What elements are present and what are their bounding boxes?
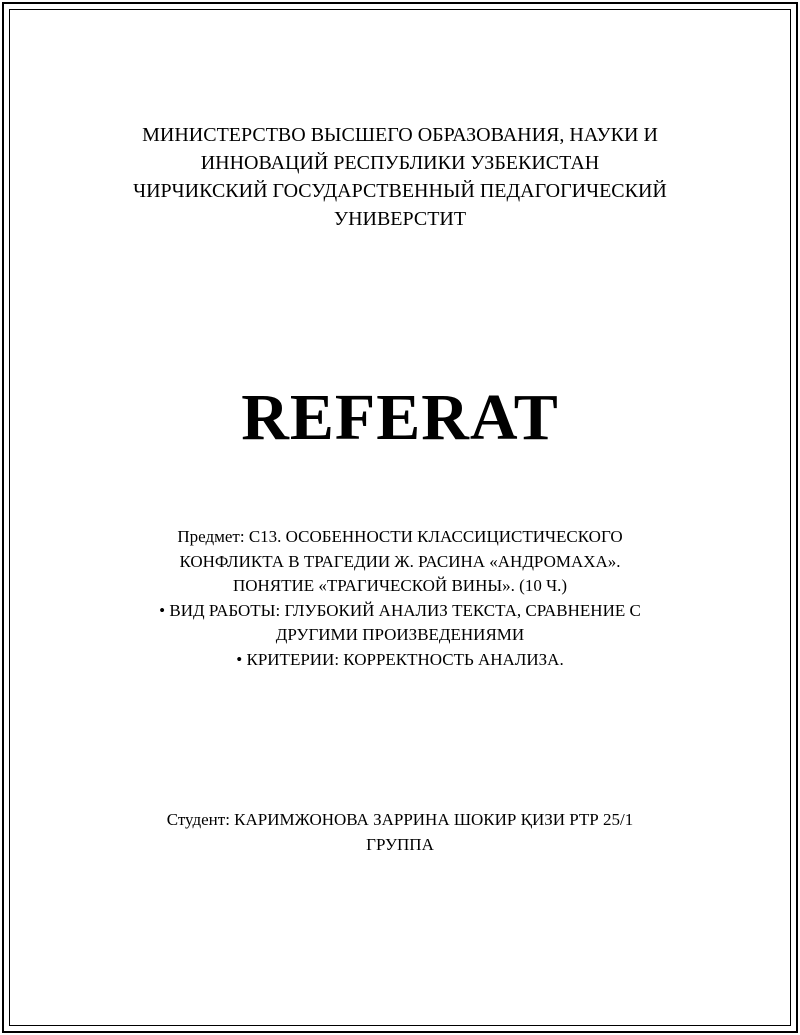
work-type-line: ДРУГИМИ ПРОИЗВЕДЕНИЯМИ: [275, 625, 525, 644]
subject-line: ПОНЯТИЕ «ТРАГИЧЕСКОЙ ВИНЫ». (10 Ч.): [232, 576, 568, 595]
subject-line: Предмет: С13. ОСОБЕННОСТИ КЛАССИЦИСТИЧЕСКОГО: [177, 527, 623, 546]
document-title: REFERAT: [241, 381, 559, 454]
header-line: МИНИСТЕРСТВО ВЫСШЕГО ОБРАЗОВАНИЯ, НАУКИ И: [142, 124, 658, 146]
work-type-line: • ВИД РАБОТЫ: ГЛУБОКИЙ АНАЛИЗ ТЕКСТА, СРАВНЕНИЕ С: [159, 600, 641, 620]
subject-line: КОНФЛИКТА В ТРАГЕДИИ Ж. РАСИНА «АНДРОМАХА».: [179, 551, 621, 571]
institution-header: [0, 121, 800, 233]
criteria-line: • КРИТЕРИИ: КОРРЕКТНОСТЬ АНАЛИЗА.: [236, 649, 564, 669]
header-line: ИННОВАЦИЙ РЕСПУБЛИКИ УЗБЕКИСТАН: [200, 152, 600, 174]
subject-block: [0, 525, 800, 672]
student-line: ГРУППА: [366, 834, 434, 854]
student-block: [0, 808, 800, 857]
student-line: Студент: КАРИМЖОНОВА ЗАРРИНА ШОКИР ҚИЗИ РТР 25/1: [166, 810, 634, 829]
header-line: ЧИРЧИКСКИЙ ГОСУДАРСТВЕННЫЙ ПЕДАГОГИЧЕСКИЙ: [133, 180, 667, 202]
header-line: УНИВЕРСТИТ: [333, 208, 467, 230]
